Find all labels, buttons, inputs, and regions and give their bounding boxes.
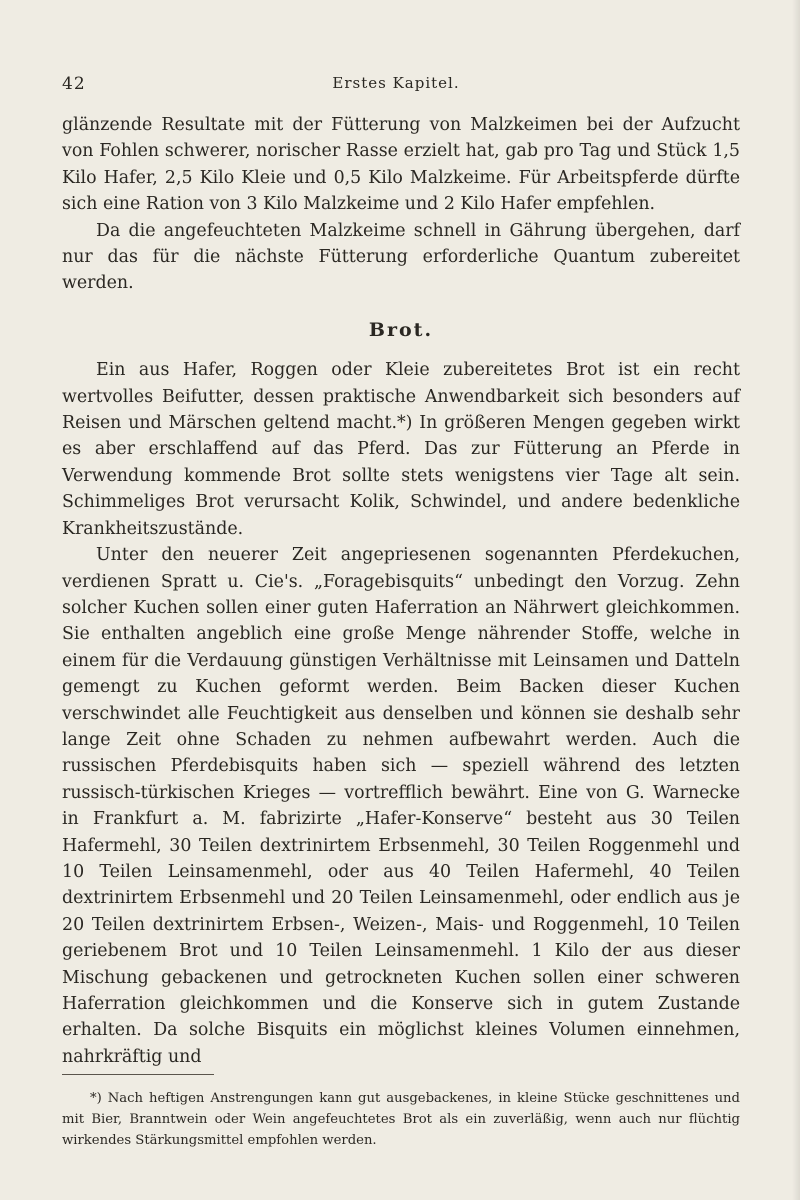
section-heading: Brot. — [368, 318, 434, 341]
page-number: 42 — [62, 74, 86, 94]
footnote: *) Nach heftigen Anstrengungen kann gut ausgebackenes, in kleine Stücke geschnittenes und mit Bier, Branntwein oder Wein angefeuchtetes Brot als ein zuverläßig, wenn auch nur flüchtig wirkendes Stärkungsmittel empfohlen werden. — [62, 1091, 740, 1148]
page-edge-shadow — [792, 0, 800, 1200]
paragraph: glänzende Resultate mit der Fütterung von Malzkeimen bei der Aufzucht von Fohlen schwerer, norischer Rasse erzielt hat, gab pro Tag und Stück 1,5 Kilo Hafer, 2,5 Kilo Kleie und 0,5 Kilo Malzkeime. Für Arbeitspferde dürfte sich eine Ration von 3 Kilo Malzkeime und 2 Kilo Hafer empfehlen. — [62, 115, 740, 215]
paragraph: Da die angefeuchteten Malzkeime schnell in Gährung übergehen, darf nur das für die nächste Fütterung erforderliche Quantum zubereitet werden. — [62, 220, 740, 294]
main-text — [62, 112, 740, 1070]
paragraph: Unter den neuerer Zeit angepriesenen sogenannten Pferdekuchen, verdienen Spratt u. Cie's. „Foragebisquits“ unbedingt den Vorzug. Zehn solcher Kuchen sollen einer guten Haferration an Nährwert gleichkommen. Sie enthalten angeblich eine große Menge nährender Stoffe, welche in einem für die Verdauung günstigen Verhältnisse mit Leinsamen und Datteln gemengt zu Kuchen geformt werden. Beim Backen dieser Kuchen verschwindet alle Feuchtigkeit aus denselben und können sie deshalb sehr lange Zeit ohne Schaden zu nehmen aufbewahrt werden. Auch die russischen Pferdebisquits haben sich — speziell während des letzten russisch-türkischen Krieges — vortrefflich bewährt. Eine von G. Warnecke in Frankfurt a. M. fabrizirte „Hafer-Konserve“ besteht aus 30 Teilen Hafermehl, 30 Teilen dextrinirtem Erbsenmehl, 30 Teilen Roggenmehl und 10 Teilen Leinsamenmehl, oder aus 40 Teilen Hafermehl, 40 Teilen dextrinirtem Erbsenmehl und 20 Teilen Leinsamenmehl, oder endlich aus je 20 Teilen dextrinirtem Erbsen-, Weizen-, Mais- und Roggenmehl, 10 Teilen geriebenem Brot und 10 Teilen Leinsamenmehl. 1 Kilo der aus dieser Mischung gebackenen und getrockneten Kuchen sollen einer schweren Haferration gleichkommen und die Konserve sich in gutem Zustande erhalten. Da solche Bisquits ein möglichst kleines Volumen einnehmen, nahrkräftig und — [62, 545, 740, 1067]
running-head: Erstes Kapitel. — [332, 74, 460, 92]
paragraph: Ein aus Hafer, Roggen oder Kleie zubereitetes Brot ist ein recht wertvolles Beifutter, dessen praktische Anwendbarkeit sich besonders auf Reisen und Märschen geltend macht.*) In größeren Mengen gegeben wirkt es aber erschlaffend auf das Pferd. Das zur Fütterung an Pferde in Verwendung kommende Brot sollte stets wenigstens vier Tage alt sein. Schimmeliges Brot verursacht Kolik, Schwindel, und andere bedenkliche Krankheitszustände. — [62, 360, 740, 539]
page-header — [62, 74, 730, 98]
footnote-divider — [62, 1074, 214, 1075]
